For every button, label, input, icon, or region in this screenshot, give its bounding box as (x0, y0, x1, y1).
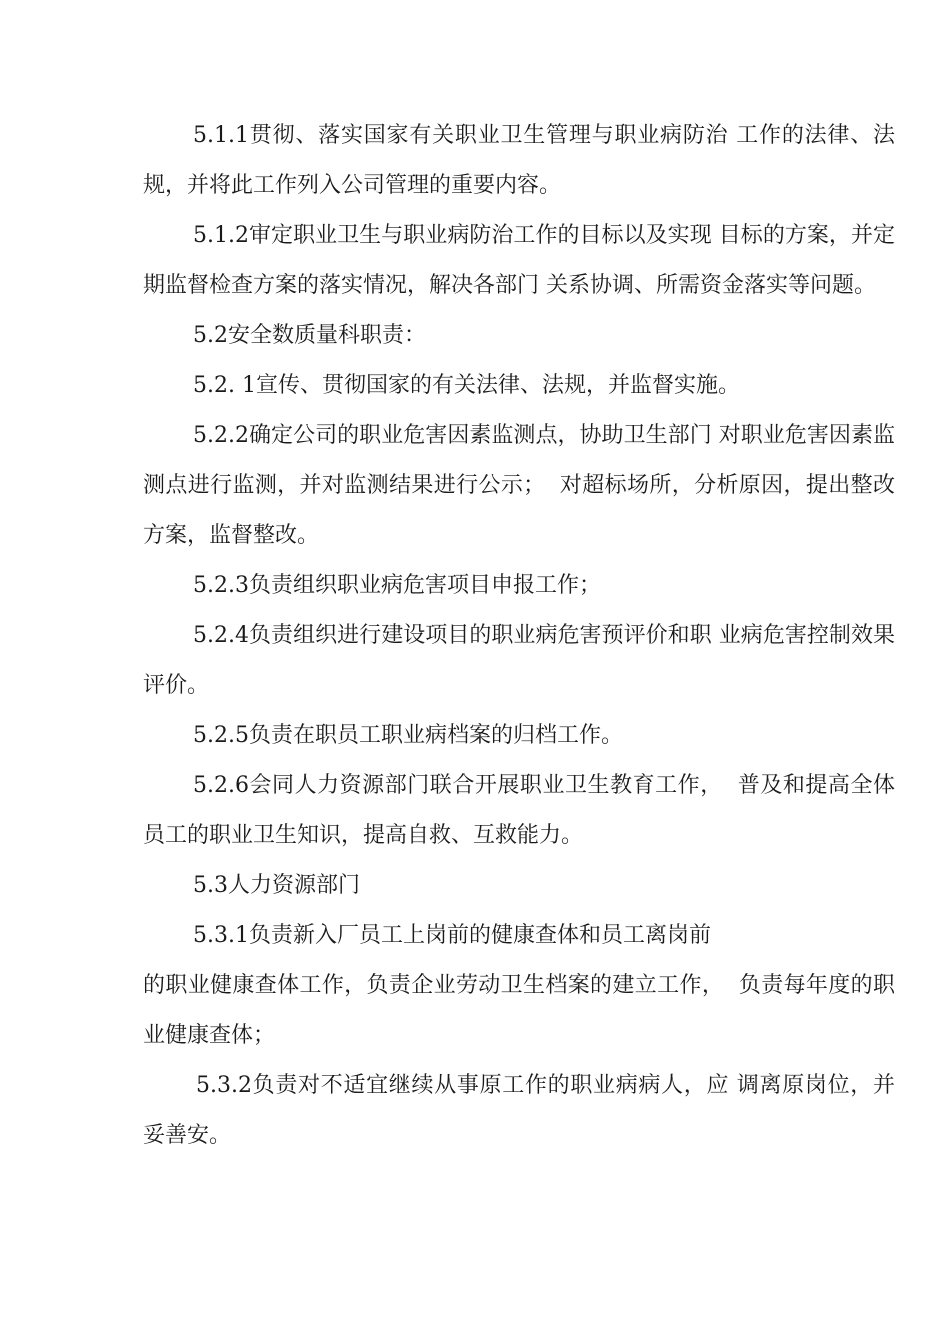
paragraph-5-3-2: 5.3.2负责对不适宜继续从事原工作的职业病病人，应 调离原岗位，并妥善安。 (143, 1073, 895, 1148)
paragraph-5-1-2: 5.1.2审定职业卫生与职业病防治工作的目标以及实现 目标的方案，并定期监督检查方案的落实情况，解决各部门 关系协调、所需资金落实等问题。 (143, 223, 895, 298)
paragraph-5-2-2: 5.2.2确定公司的职业危害因素监测点，协助卫生部门 对职业危害因素监测点进行监测，并对监测结果进行公示； 对超标场所，分析原因，提出整改方案，监督整改。 (143, 423, 895, 548)
paragraph-5-2-1: 5.2. 1宣传、贯彻国家的有关法律、法规，并监督实施。 (193, 373, 740, 398)
paragraph-5-2: 5.2安全数质量科职责： (193, 323, 426, 348)
paragraph-5-3-1-continued: 的职业健康查体工作，负责企业劳动卫生档案的建立工作， 负责每年度的职业健康查体； (143, 973, 895, 1048)
paragraph-5-2-5: 5.2.5负责在职员工职业病档案的归档工作。 (193, 723, 623, 748)
document-body (143, 111, 895, 1161)
paragraph-5-3-1: 5.3.1负责新入厂员工上岗前的健康查体和员工离岗前 (193, 923, 711, 948)
paragraph-5-1-1: 5.1.1贯彻、落实国家有关职业卫生管理与职业病防治 工作的法律、法规，并将此工作列入公司管理的重要内容。 (143, 123, 895, 198)
paragraph-5-2-6: 5.2.6会同人力资源部门联合开展职业卫生教育工作， 普及和提高全体员工的职业卫生知识，提高自救、互救能力。 (143, 773, 895, 848)
paragraph-5-2-3: 5.2.3负责组织职业病危害项目申报工作； (193, 573, 601, 598)
paragraph-5-2-4: 5.2.4负责组织进行建设项目的职业病危害预评价和职 业病危害控制效果评价。 (143, 623, 895, 698)
paragraph-5-3: 5.3人力资源部门 (193, 873, 360, 898)
